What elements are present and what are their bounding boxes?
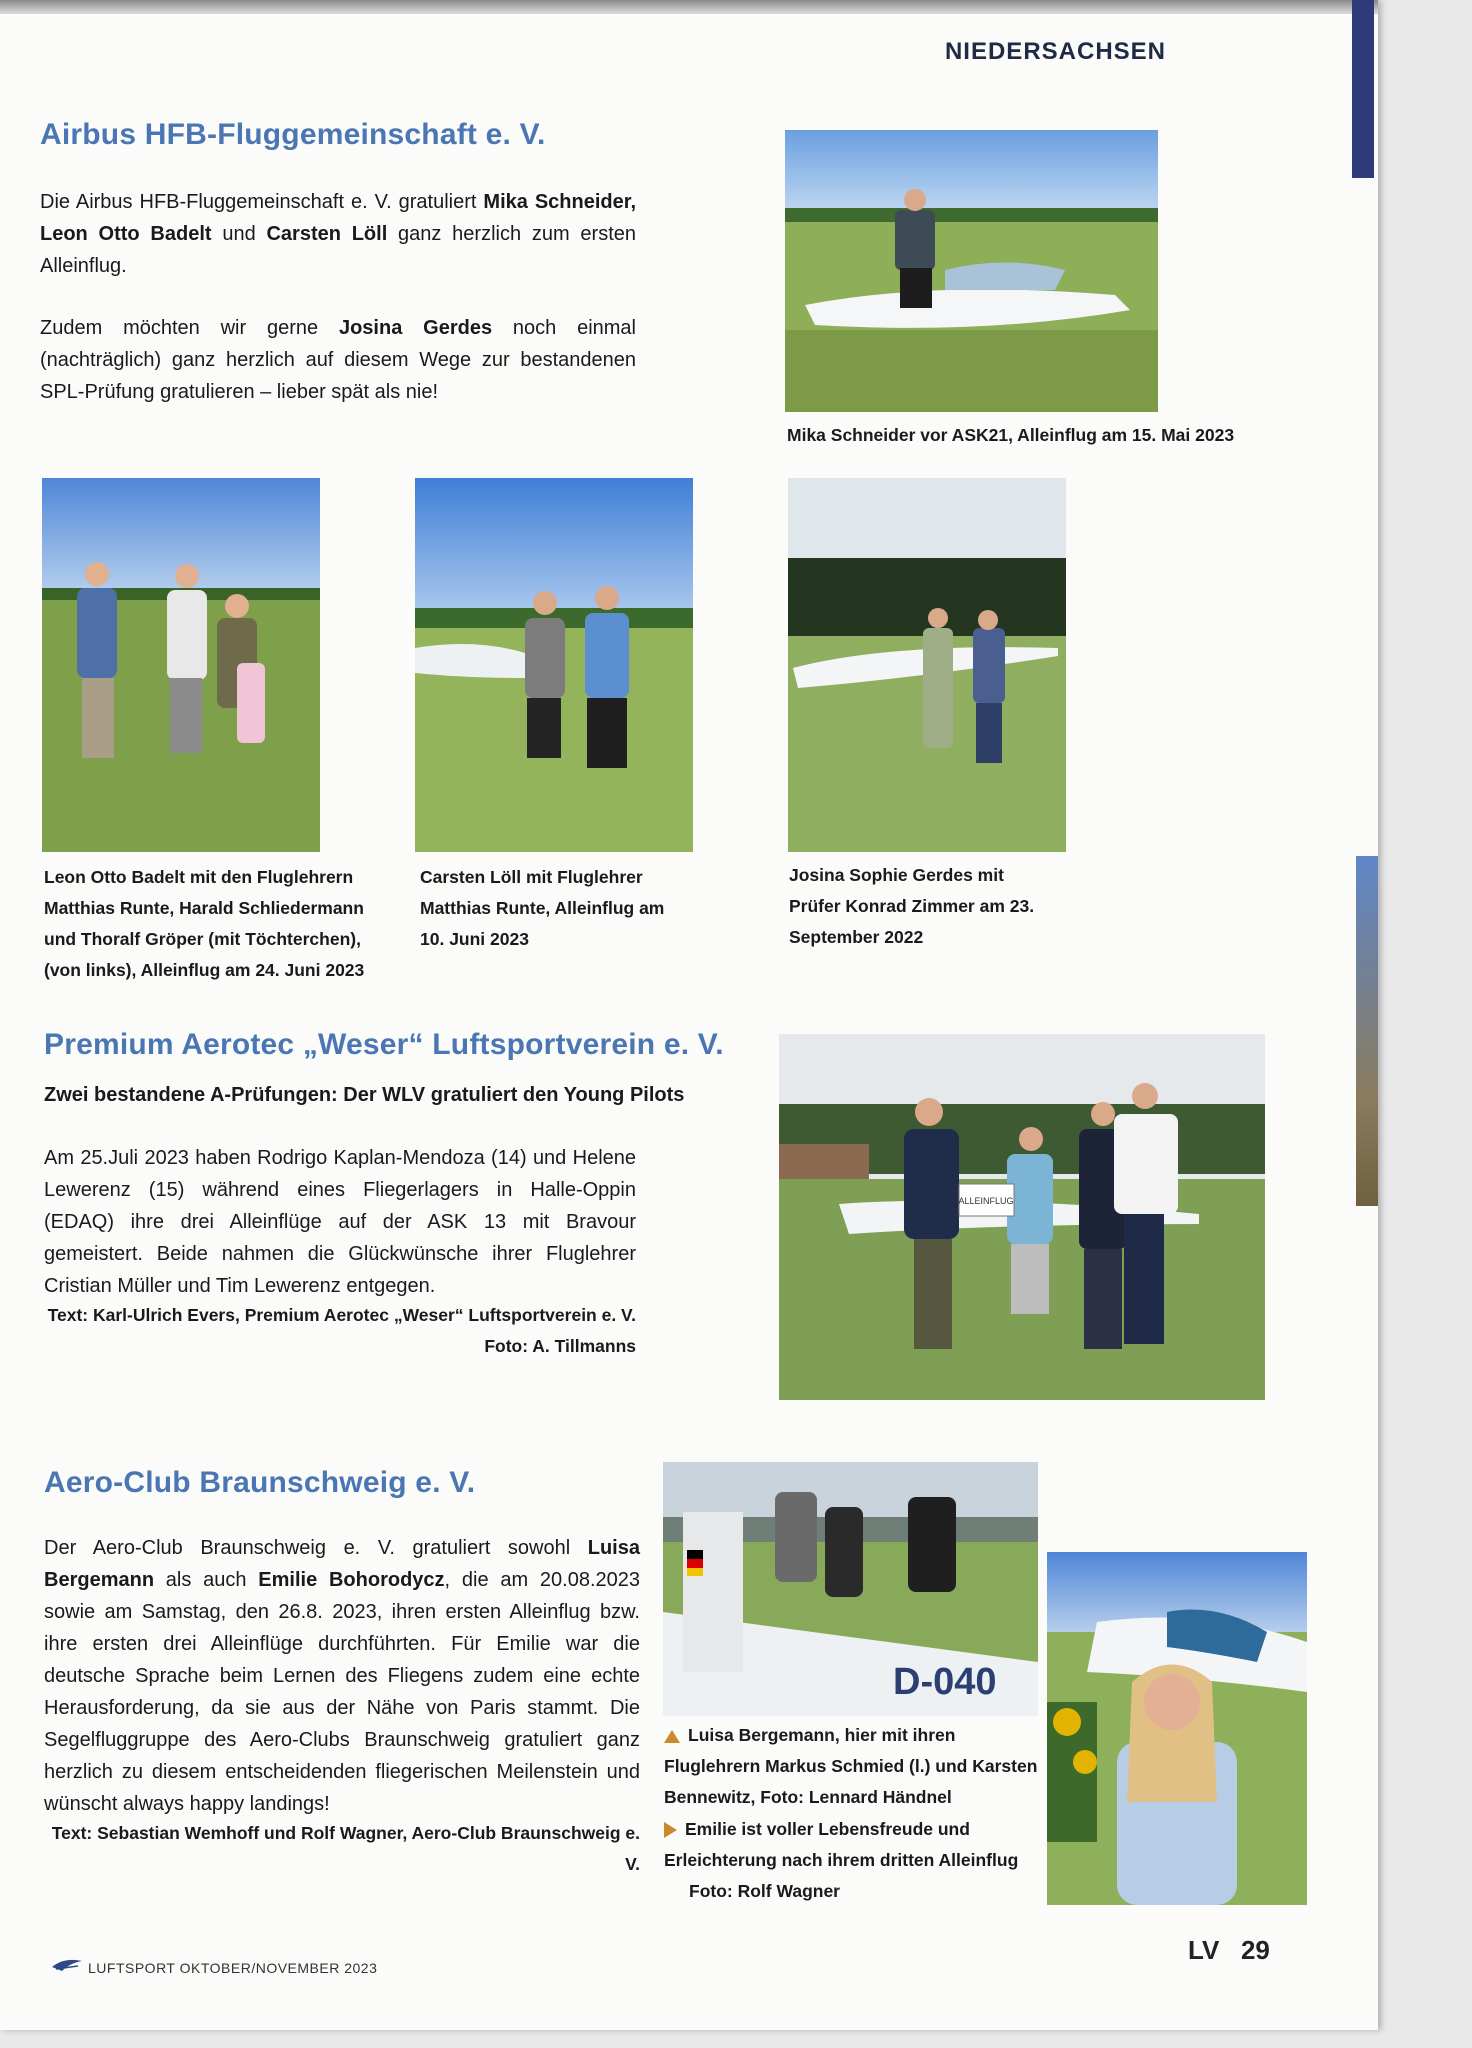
section2-credit-photo: Foto: A. Tillmanns — [484, 1336, 636, 1356]
photo-luisa-group — [663, 1462, 1038, 1716]
section-heading-airbus: Airbus HFB-Fluggemeinschaft e. V. — [40, 118, 546, 151]
section-heading-aero-club-braunschweig: Aero-Club Braunschweig e. V. — [44, 1466, 476, 1499]
page-edge-photo-strip — [1356, 856, 1378, 1206]
section2-credit-text: Text: Karl-Ulrich Evers, Premium Aerotec „Weser“ Luftsportverein e. V. — [47, 1305, 636, 1325]
section-heading-premium-aerotec: Premium Aerotec „Weser“ Luftsportverein e. V. — [44, 1028, 724, 1061]
footer-lv: LV — [1188, 1935, 1220, 1965]
caption-emilie — [664, 1814, 1044, 1876]
section3-paragraph: Der Aero-Club Braunschweig e. V. gratuliert sowohl Luisa Bergemann als auch Emilie Bohorodycz, die am 20.08.2023 sowie am Samstag, den 26.8. 2023, ihren ersten Alleinflug bzw. ihre ersten drei Alleinflüge durchführten. Für Emilie war die deutsche Sprache beim Lernen des Fliegens zudem eine echte Herausforderung, da sie aus der Nähe von Paris stammt. Die Segelfluggruppe des Aero-Clubs Braunschweig gratuliert ganz herzlich zu diesem entscheidenden fliegerischen Meilenstein und wünscht always happy landings! — [44, 1537, 640, 1815]
page-edge-bar — [1352, 0, 1374, 178]
glider-registration: D-040 — [893, 1661, 997, 1703]
page-number — [1188, 1935, 1270, 1966]
region-tag: NIEDERSACHSEN — [944, 38, 1166, 65]
photo-josina-examiner — [788, 478, 1066, 852]
caption-luisa-text: Luisa Bergemann, hier mit ihren Fluglehrern Markus Schmied (l.) und Karsten Bennewitz, Foto: Lennard Händnel — [664, 1725, 1038, 1807]
section1-paragraph-1: Die Airbus HFB-Fluggemeinschaft e. V. gratuliert Mika Schneider, Leon Otto Badelt und Carsten Löll ganz herzlich zum ersten Alleinflug. — [40, 191, 637, 277]
caption-leon: Leon Otto Badelt mit den Fluglehrern Matthias Runte, Harald Schliedermann und Thoralf Gröper (mit Töchterchen), (von links), Alleinflug am 24. Juni 2023 — [44, 867, 365, 980]
footer-page: 29 — [1240, 1935, 1270, 1965]
scan-shadow — [0, 0, 1378, 14]
photo-mika-glider — [785, 130, 1158, 412]
caption-carsten: Carsten Löll mit Fluglehrer Matthias Runte, Alleinflug am 10. Juni 2023 — [420, 867, 665, 949]
caption-emilie-text: Emilie ist voller Lebensfreude und Erleichterung nach ihrem dritten Alleinflug — [664, 1819, 1019, 1870]
footer-magazine: LUFTSPORT OKTOBER/NOVEMBER 2023 — [88, 1960, 378, 1976]
logo-icon — [50, 1955, 84, 1975]
section1-paragraph-2: Zudem möchten wir gerne Josina Gerdes noch einmal (nachträglich) ganz herzlich auf diesem Wege zur bestandenen SPL-Prüfung gratulieren – lieber spät als nie! — [40, 317, 636, 403]
triangle-up-icon — [664, 1730, 680, 1743]
photo-young-pilots — [779, 1034, 1265, 1400]
caption-emilie-credit: Foto: Rolf Wagner — [689, 1881, 840, 1901]
photo-carsten-handshake — [415, 478, 693, 852]
section3-credit-text: Text: Sebastian Wemhoff und Rolf Wagner, Aero-Club Braunschweig e. V. — [51, 1823, 640, 1874]
alleinflug-sign: ALLEINFLUG — [958, 1196, 1014, 1206]
caption-luisa — [664, 1720, 1044, 1813]
triangle-right-icon — [664, 1822, 677, 1838]
caption-josina: Josina Sophie Gerdes mit Prüfer Konrad Zimmer am 23. September 2022 — [789, 865, 1035, 947]
caption-mika: Mika Schneider vor ASK21, Alleinflug am 15. Mai 2023 — [787, 425, 1235, 445]
photo-emilie-sunflowers — [1047, 1552, 1307, 1905]
section2-subhead: Zwei bestandene A-Prüfungen: Der WLV gratuliert den Young Pilots — [44, 1084, 685, 1106]
photo-leon-group — [42, 478, 320, 852]
section2-paragraph: Am 25.Juli 2023 haben Rodrigo Kaplan-Mendoza (14) und Helene Lewerenz (15) während eines Fliegerlagers in Halle-Oppin (EDAQ) ihre drei Alleinflüge auf der ASK 13 mit Bravour gemeistert. Beide nahmen die Glückwünsche ihrer Fluglehrer Cristian Müller und Tim Lewerenz entgegen. — [44, 1147, 636, 1297]
